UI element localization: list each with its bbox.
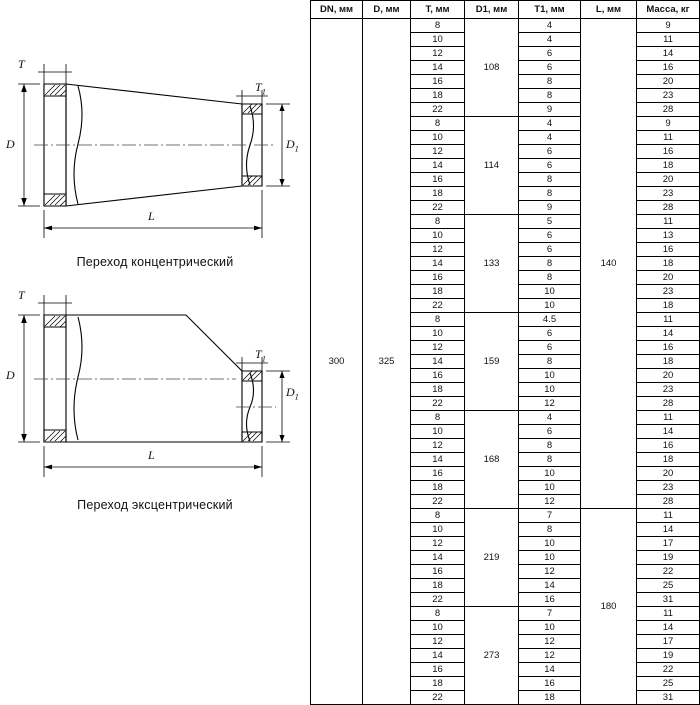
cell-t1: 4 — [519, 411, 581, 425]
concentric-reducer-drawing — [0, 0, 310, 255]
cell-mass: 20 — [637, 75, 700, 89]
cell-t: 16 — [411, 369, 465, 383]
cell-t1: 10 — [519, 467, 581, 481]
cell-l: 180 — [581, 509, 637, 705]
cell-t: 8 — [411, 215, 465, 229]
diagram-panel — [0, 0, 310, 588]
label-D1-concentric: $D_1$ — [286, 137, 299, 154]
cell-mass: 17 — [637, 537, 700, 551]
cell-mass: 16 — [637, 61, 700, 75]
cell-t1: 10 — [519, 299, 581, 313]
eccentric-reducer-drawing — [0, 287, 310, 522]
cell-t1: 12 — [519, 397, 581, 411]
label-L-concentric: L — [148, 209, 155, 223]
cell-mass: 19 — [637, 649, 700, 663]
cell-t: 10 — [411, 621, 465, 635]
cell-mass: 14 — [637, 47, 700, 61]
cell-t: 22 — [411, 201, 465, 215]
cell-t: 8 — [411, 313, 465, 327]
cell-mass: 14 — [637, 621, 700, 635]
cell-mass: 28 — [637, 495, 700, 509]
cell-t1: 8 — [519, 439, 581, 453]
label-L-eccentric: L — [148, 448, 155, 462]
cell-t1: 12 — [519, 495, 581, 509]
cell-t1: 6 — [519, 47, 581, 61]
cell-t1: 14 — [519, 663, 581, 677]
cell-mass: 16 — [637, 243, 700, 257]
cell-t: 14 — [411, 355, 465, 369]
caption-concentric: Переход концентрический — [76, 255, 234, 269]
cell-mass: 18 — [637, 299, 700, 313]
cell-t: 16 — [411, 75, 465, 89]
cell-mass: 16 — [637, 341, 700, 355]
cell-t: 8 — [411, 607, 465, 621]
cell-t1: 7 — [519, 607, 581, 621]
cell-t1: 10 — [519, 369, 581, 383]
cell-t1: 12 — [519, 565, 581, 579]
specification-table — [310, 0, 700, 705]
cell-t: 12 — [411, 341, 465, 355]
cell-t: 22 — [411, 103, 465, 117]
cell-t1: 10 — [519, 621, 581, 635]
cell-t: 18 — [411, 187, 465, 201]
cell-t1: 8 — [519, 453, 581, 467]
cell-t: 10 — [411, 229, 465, 243]
cell-d: 325 — [363, 19, 411, 705]
header-l: L, мм — [581, 1, 637, 19]
cell-t: 8 — [411, 19, 465, 33]
cell-t1: 10 — [519, 285, 581, 299]
cell-t: 10 — [411, 425, 465, 439]
cell-t1: 8 — [519, 173, 581, 187]
cell-t: 10 — [411, 33, 465, 47]
cell-d1: 114 — [465, 117, 519, 215]
cell-t1: 6 — [519, 61, 581, 75]
cell-mass: 28 — [637, 201, 700, 215]
cell-t1: 6 — [519, 327, 581, 341]
cell-t1: 12 — [519, 635, 581, 649]
cell-t: 16 — [411, 565, 465, 579]
cell-t1: 6 — [519, 243, 581, 257]
cell-t1: 10 — [519, 481, 581, 495]
label-D1-eccentric: $D_1$ — [286, 385, 299, 402]
table-row — [311, 19, 700, 33]
cell-mass: 11 — [637, 607, 700, 621]
cell-mass: 9 — [637, 117, 700, 131]
caption-eccentric: Переход эксцентрический — [77, 498, 233, 512]
cell-t: 18 — [411, 677, 465, 691]
table-body — [311, 19, 700, 705]
cell-t1: 8 — [519, 523, 581, 537]
cell-mass: 23 — [637, 285, 700, 299]
cell-mass: 23 — [637, 481, 700, 495]
cell-t: 22 — [411, 495, 465, 509]
cell-mass: 22 — [637, 565, 700, 579]
cell-t: 8 — [411, 509, 465, 523]
label-T1-concentric: $T_1$ — [255, 80, 266, 97]
cell-t1: 10 — [519, 537, 581, 551]
cell-mass: 14 — [637, 327, 700, 341]
cell-mass: 11 — [637, 215, 700, 229]
label-T-concentric: T — [18, 57, 25, 71]
cell-mass: 23 — [637, 187, 700, 201]
cell-t: 12 — [411, 243, 465, 257]
cell-t1: 4 — [519, 117, 581, 131]
cell-t: 10 — [411, 327, 465, 341]
cell-mass: 17 — [637, 635, 700, 649]
cell-t1: 7 — [519, 509, 581, 523]
cell-mass: 22 — [637, 663, 700, 677]
cell-t1: 14 — [519, 579, 581, 593]
cell-d1: 159 — [465, 313, 519, 411]
cell-t1: 18 — [519, 691, 581, 705]
cell-mass: 13 — [637, 229, 700, 243]
cell-t1: 4.5 — [519, 313, 581, 327]
cell-d1: 168 — [465, 411, 519, 509]
cell-mass: 20 — [637, 271, 700, 285]
cell-mass: 28 — [637, 397, 700, 411]
label-D-eccentric: D — [6, 368, 15, 382]
cell-mass: 20 — [637, 369, 700, 383]
cell-mass: 16 — [637, 439, 700, 453]
cell-dn: 300 — [311, 19, 363, 705]
cell-t: 8 — [411, 117, 465, 131]
cell-mass: 11 — [637, 509, 700, 523]
cell-mass: 25 — [637, 677, 700, 691]
cell-mass: 31 — [637, 691, 700, 705]
cell-t: 14 — [411, 257, 465, 271]
cell-d1: 219 — [465, 509, 519, 607]
header-mass: Масса, кг — [637, 1, 700, 19]
cell-mass: 11 — [637, 33, 700, 47]
cell-t1: 10 — [519, 551, 581, 565]
cell-t1: 4 — [519, 19, 581, 33]
cell-t: 12 — [411, 635, 465, 649]
cell-t: 12 — [411, 145, 465, 159]
header-d: D, мм — [363, 1, 411, 19]
cell-mass: 18 — [637, 453, 700, 467]
cell-t1: 16 — [519, 593, 581, 607]
cell-t1: 6 — [519, 425, 581, 439]
cell-t1: 8 — [519, 187, 581, 201]
cell-t: 14 — [411, 649, 465, 663]
cell-l: 140 — [581, 19, 637, 509]
cell-t: 16 — [411, 173, 465, 187]
cell-mass: 18 — [637, 355, 700, 369]
table-header-row — [311, 1, 700, 19]
cell-mass: 25 — [637, 579, 700, 593]
label-D-concentric: D — [6, 137, 15, 151]
cell-mass: 20 — [637, 467, 700, 481]
cell-t1: 6 — [519, 159, 581, 173]
cell-mass: 9 — [637, 19, 700, 33]
cell-t: 16 — [411, 467, 465, 481]
cell-t1: 8 — [519, 75, 581, 89]
cell-t1: 4 — [519, 33, 581, 47]
cell-t: 14 — [411, 551, 465, 565]
cell-t: 18 — [411, 481, 465, 495]
header-t: T, мм — [411, 1, 465, 19]
cell-t: 14 — [411, 61, 465, 75]
cell-t1: 8 — [519, 355, 581, 369]
cell-t1: 8 — [519, 271, 581, 285]
cell-t1: 4 — [519, 131, 581, 145]
cell-mass: 18 — [637, 257, 700, 271]
cell-t1: 10 — [519, 383, 581, 397]
cell-t: 22 — [411, 397, 465, 411]
cell-t1: 8 — [519, 257, 581, 271]
cell-mass: 11 — [637, 411, 700, 425]
cell-mass: 23 — [637, 383, 700, 397]
cell-d1: 108 — [465, 19, 519, 117]
cell-t: 12 — [411, 47, 465, 61]
specification-table-wrap — [310, 0, 700, 703]
header-dn: DN, мм — [311, 1, 363, 19]
cell-t: 10 — [411, 523, 465, 537]
cell-t: 18 — [411, 579, 465, 593]
cell-mass: 16 — [637, 145, 700, 159]
cell-mass: 11 — [637, 313, 700, 327]
cell-t1: 9 — [519, 103, 581, 117]
label-T1-eccentric: $T_1$ — [255, 347, 266, 364]
cell-t: 22 — [411, 593, 465, 607]
cell-t: 22 — [411, 691, 465, 705]
cell-t1: 9 — [519, 201, 581, 215]
header-t1: T1, мм — [519, 1, 581, 19]
cell-mass: 31 — [637, 593, 700, 607]
cell-t: 22 — [411, 299, 465, 313]
cell-mass: 19 — [637, 551, 700, 565]
cell-d1: 273 — [465, 607, 519, 705]
cell-t1: 5 — [519, 215, 581, 229]
cell-t1: 8 — [519, 89, 581, 103]
cell-mass: 11 — [637, 131, 700, 145]
cell-t: 12 — [411, 537, 465, 551]
cell-t: 8 — [411, 411, 465, 425]
cell-mass: 20 — [637, 173, 700, 187]
cell-d1: 133 — [465, 215, 519, 313]
cell-t1: 6 — [519, 341, 581, 355]
cell-t: 14 — [411, 453, 465, 467]
cell-mass: 14 — [637, 523, 700, 537]
header-d1: D1, мм — [465, 1, 519, 19]
cell-t1: 6 — [519, 145, 581, 159]
label-T-eccentric: T — [18, 288, 25, 302]
cell-t: 14 — [411, 159, 465, 173]
cell-t: 10 — [411, 131, 465, 145]
cell-t: 16 — [411, 271, 465, 285]
cell-t: 12 — [411, 439, 465, 453]
cell-t: 18 — [411, 285, 465, 299]
cell-t1: 16 — [519, 677, 581, 691]
cell-mass: 28 — [637, 103, 700, 117]
cell-mass: 14 — [637, 425, 700, 439]
cell-t: 18 — [411, 383, 465, 397]
cell-mass: 18 — [637, 159, 700, 173]
cell-t1: 12 — [519, 649, 581, 663]
cell-t1: 6 — [519, 229, 581, 243]
cell-t: 16 — [411, 663, 465, 677]
cell-t: 18 — [411, 89, 465, 103]
cell-mass: 23 — [637, 89, 700, 103]
